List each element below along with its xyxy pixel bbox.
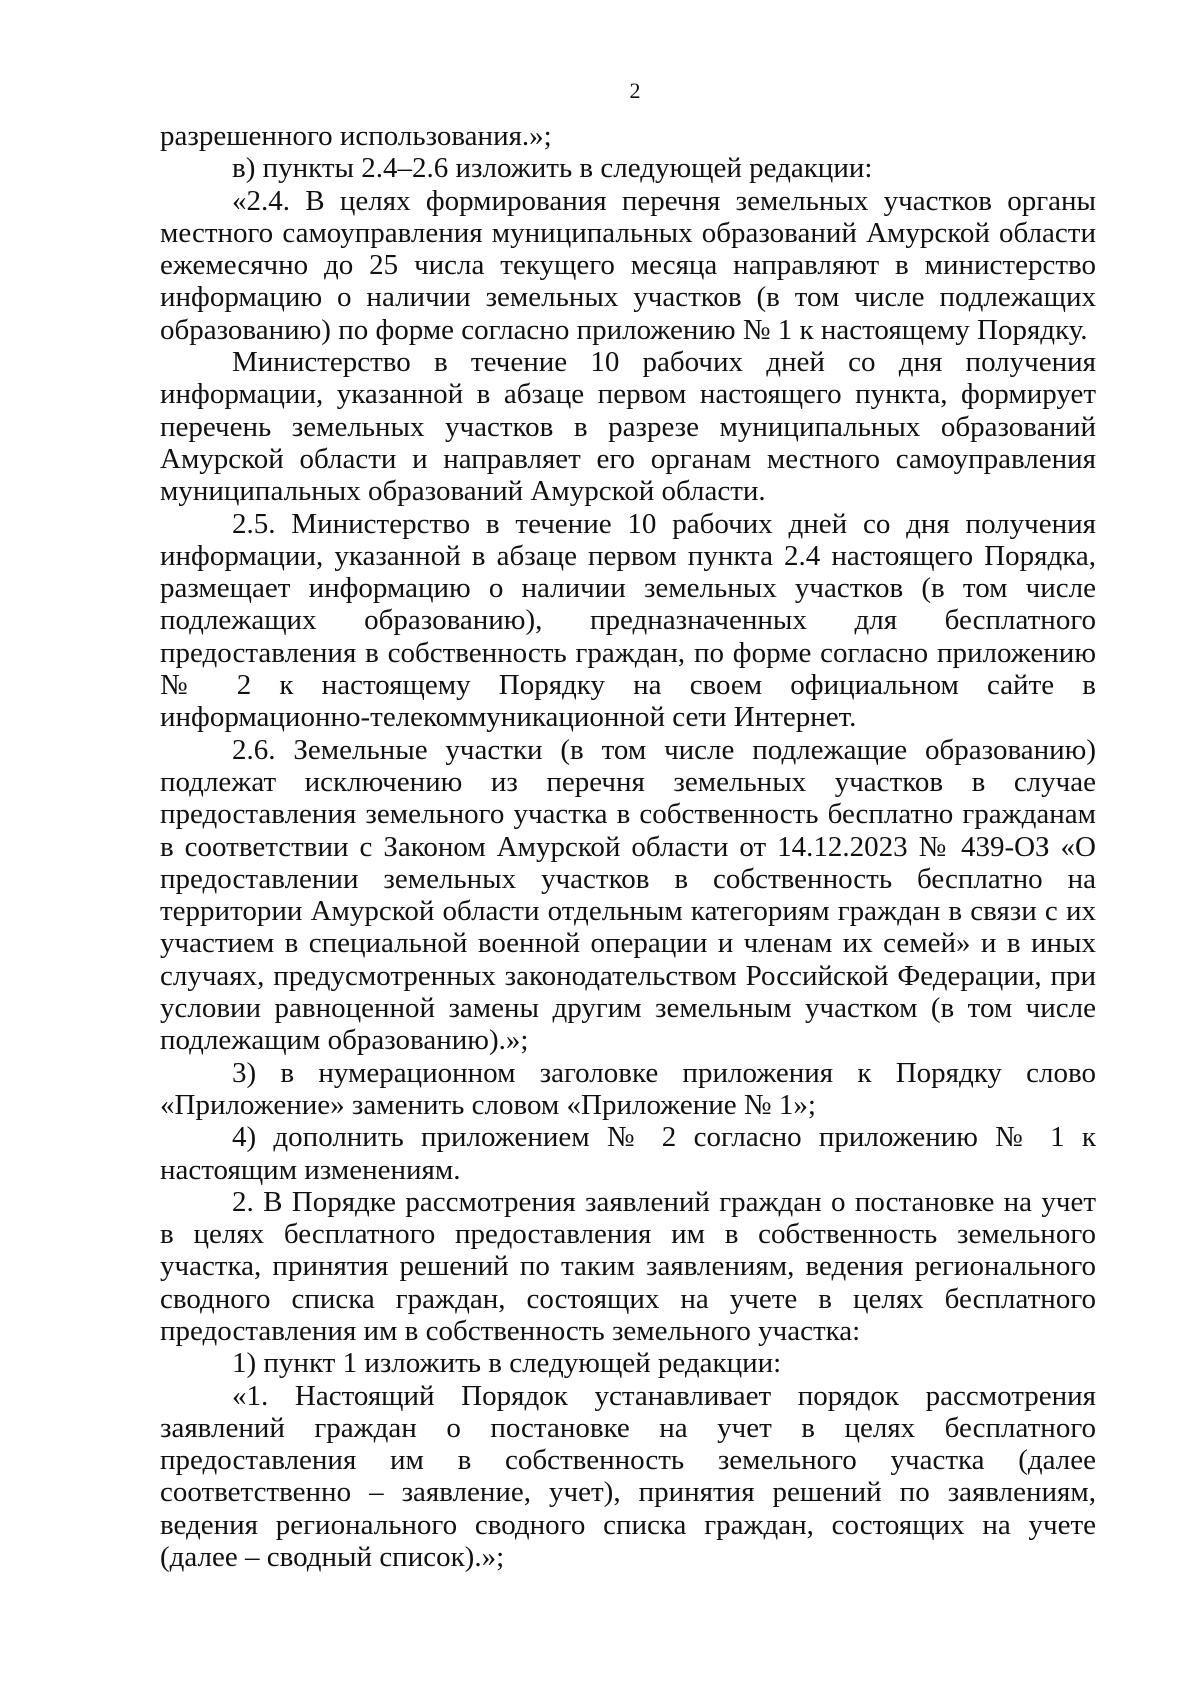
paragraph-11: «1. Настоящий Порядок устанавливает порядок рассмотрения заявлений граждан о постановке на учет в целях бесплатного предоставления им в собственность земельного участка (далее соответственно – заявление, учет), принятия решений по заявлениям, ведения регионального сводного списка граждан, состоящих на учете (далее – сводный список).»; — [160, 1379, 1096, 1574]
paragraph-4: Министерство в течение 10 рабочих дней со дня получения информации, указанной в абзаце первом настоящего пункта, формирует перечень земельных участков в разрезе муниципальных образований Амурской области и направляет его органам местного самоуправления муниципальных образований Амурской области. — [160, 346, 1096, 508]
paragraph-5: 2.5. Министерство в течение 10 рабочих дней со дня получения информации, указанной в абзаце первом пункта 2.4 настоящего Порядка, размещает информацию о наличии земельных участков (в том числе подлежащих образованию), предназначенных для бесплатного предоставления в собственность граждан, по форме согласно приложению № 2 к настоящему Порядку на своем официальном сайте в информационно-телекоммуникационной сети Интернет. — [160, 507, 1096, 734]
paragraph-1: разрешенного использования.»; — [160, 120, 552, 152]
paragraph-3: «2.4. В целях формирования перечня земельных участков органы местного самоуправления муниципальных образований Амурской области ежемесячно до 25 числа текущего месяца направляют в министерство информацию о наличии земельных участков (в том числе подлежащих образованию) по форме согласно приложению № 1 к настоящему Порядку. — [160, 184, 1096, 346]
paragraph-9: 2. В Порядке рассмотрения заявлений граждан о постановке на учет в целях бесплатного предоставления им в собственность земельного участка, принятия решений по таким заявлениям, ведения регионального сводного списка граждан, состоящих на учете в целях бесплатного предоставления им в собственность земельного участка: — [160, 1185, 1096, 1347]
paragraph-7: 3) в нумерационном заголовке приложения к Порядку слово «Приложение» заменить словом «Приложение № 1»; — [160, 1056, 1096, 1121]
document-body — [160, 120, 1096, 1573]
paragraph-8: 4) дополнить приложением № 2 согласно приложению № 1 к настоящим изменениям. — [160, 1121, 1096, 1186]
paragraph-10: 1) пункт 1 изложить в следующей редакции: — [232, 1347, 782, 1380]
paragraph-2: в) пункты 2.4–2.6 изложить в следующей редакции: — [232, 152, 873, 185]
page-number: 2 — [629, 78, 641, 103]
paragraph-6: 2.6. Земельные участки (в том числе подлежащие образованию) подлежат исключению из перечня земельных участков в случае предоставления земельного участка в собственность бесплатно гражданам в соответствии с Законом Амурской области от 14.12.2023 № 439-ОЗ «О предоставлении земельных участков в собственность бесплатно на территории Амурской области отдельным категориям граждан в связи с их участием в специальной военной операции и членам их семей» и в иных случаях, предусмотренных законодательством Российской Федерации, при условии равноценной замены другим земельным участком (в том числе подлежащим образованию).»; — [160, 733, 1096, 1057]
